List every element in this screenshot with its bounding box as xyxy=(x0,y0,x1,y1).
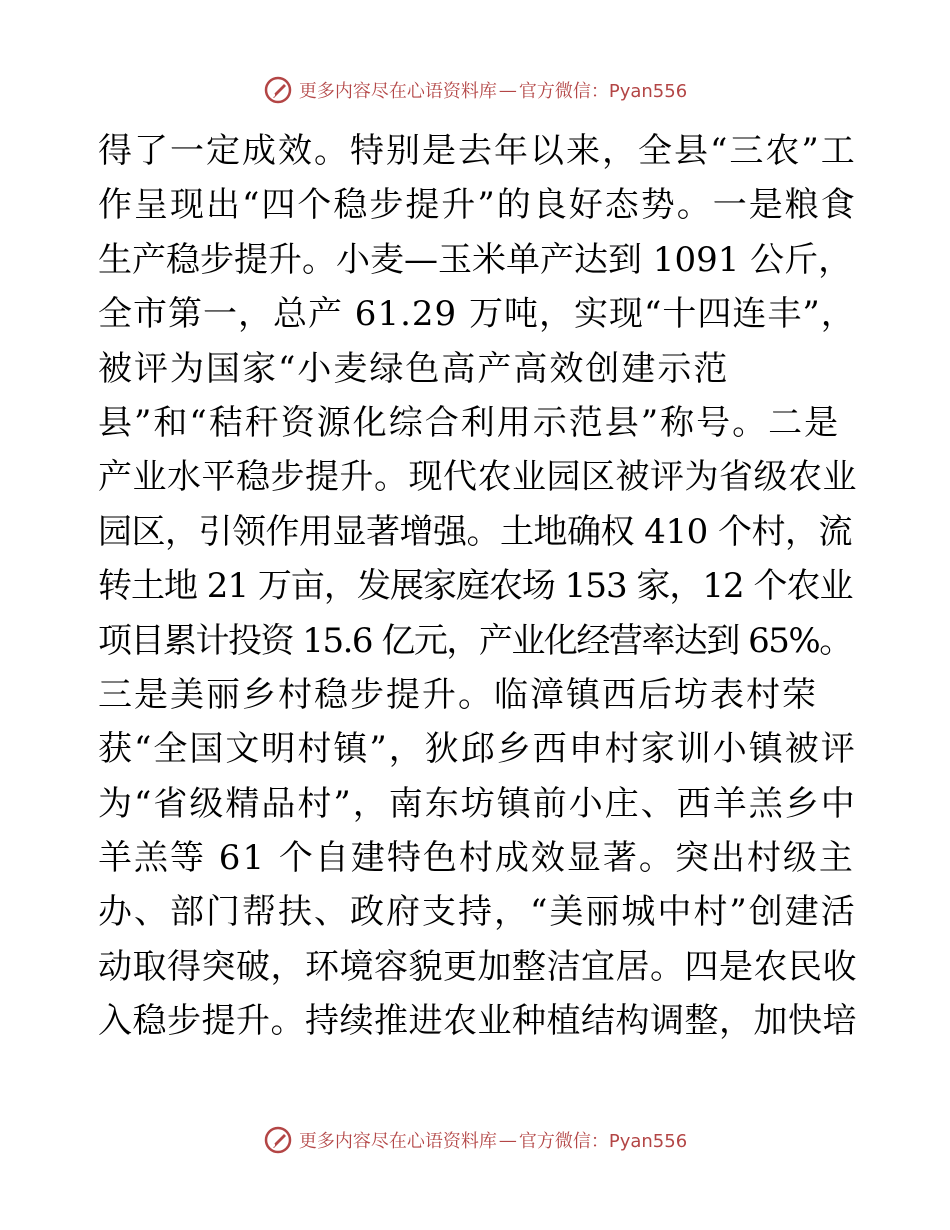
watermark-separator: — xyxy=(498,1129,517,1151)
text-line: 生产稳步提升。小麦—玉米单产达到 1091 公斤， xyxy=(98,239,853,280)
text-line: 入稳步提升。持续推进农业种植结构调整，加快培 xyxy=(98,1001,857,1042)
quill-logo-icon xyxy=(263,1125,293,1155)
text-line: 园区，引领作用显著增强。土地确权 410 个村，流 xyxy=(98,511,853,552)
text-line: 产业水平稳步提升。现代农业园区被评为省级农业 xyxy=(98,457,857,498)
watermark-separator: — xyxy=(498,79,517,101)
document-body xyxy=(98,124,858,1049)
text-line: 办、部门帮扶、政府支持，“美丽城中村”创建活 xyxy=(98,892,857,933)
text-line: 动取得突破，环境容貌更加整洁宜居。四是农民收 xyxy=(98,946,857,987)
header-watermark xyxy=(0,72,950,108)
footer-watermark xyxy=(0,1122,950,1158)
text-line: 县”和“秸秆资源化综合利用示范县”称号。二是 xyxy=(98,402,841,443)
watermark-wechat: 官方微信：Pyan556 xyxy=(518,1131,688,1152)
text-line: 为“省级精品村”，南东坊镇前小庄、西羊羔乡中 xyxy=(98,783,857,824)
text-line: 被评为国家“小麦绿色高产高效创建示范 xyxy=(98,348,730,389)
text-line: 三是美丽乡村稳步提升。临漳镇西后坊表村荣 xyxy=(98,674,818,715)
text-line: 羊羔等 61 个自建特色村成效显著。突出村级主 xyxy=(98,838,855,879)
watermark-text: 更多内容尽在心语资料库 xyxy=(298,1131,497,1152)
text-line: 获“全国文明村镇”，狄邱乡西申村家训小镇被评 xyxy=(98,729,857,770)
watermark-text: 更多内容尽在心语资料库 xyxy=(298,81,497,102)
text-line: 全市第一，总产 61.29 万吨，实现“十四连丰”， xyxy=(98,294,856,335)
text-line: 作呈现出“四个稳步提升”的良好态势。一是粮食 xyxy=(98,185,857,226)
quill-logo-icon xyxy=(263,75,293,105)
watermark-wechat: 官方微信：Pyan556 xyxy=(518,81,688,102)
text-line: 项目累计投资 15.6 亿元，产业化经营率达到 65%。 xyxy=(98,620,852,661)
text-line: 转土地 21 万亩，发展家庭农场 153 家，12 个农业 xyxy=(98,566,853,607)
text-line: 得了一定成效。特别是去年以来，全县“三农”工 xyxy=(98,131,857,171)
